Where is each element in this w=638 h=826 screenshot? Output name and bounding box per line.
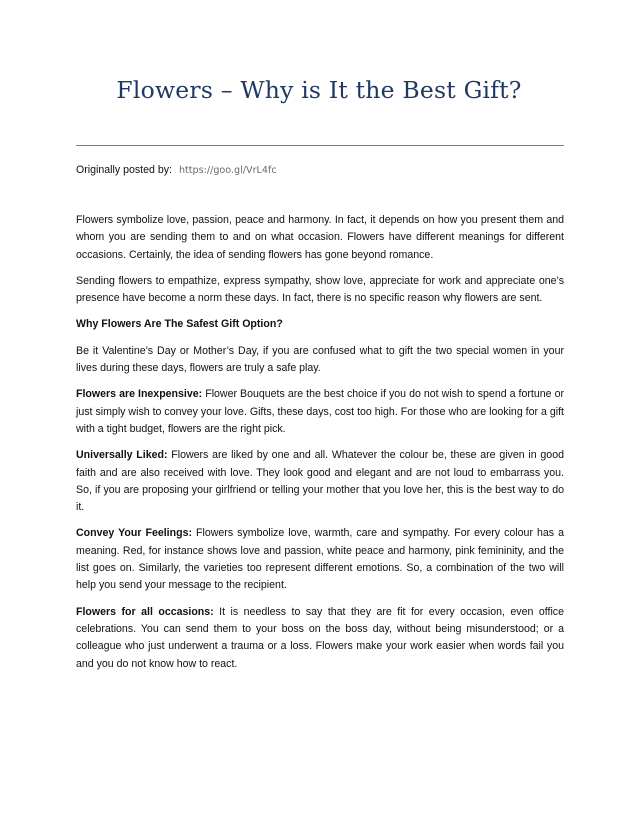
point-lead: Universally Liked:	[76, 449, 168, 462]
point-convey-feelings	[76, 525, 564, 594]
point-universally-liked	[76, 447, 564, 516]
point-lead: Flowers are Inexpensive:	[76, 388, 203, 401]
point-inexpensive	[76, 386, 564, 438]
section-heading: Why Flowers Are The Safest Gift Option?	[76, 318, 283, 331]
article-body	[76, 212, 564, 682]
paragraph-intro-2: Sending flowers to empathize, express sympathy, show love, appreciate for work and appreciate one’s presence have become a norm these days. In fact, there is no specific reason why flowers are sent.	[76, 274, 564, 305]
document-title: Flowers – Why is It the Best Gift?	[116, 76, 522, 104]
point-all-occasions	[76, 604, 564, 673]
posted-by-line	[76, 164, 277, 176]
point-text: It is needless to say that they are fit for every occasion, even office celebrations. You can send them to your boss on the boss day, without being misunderstood; or a colleague who just underwent a trauma or a loss. Flowers make your work easier when words fail you and you do not know how to react.	[76, 605, 564, 670]
point-text: Flower Bouquets are the best choice if you do not wish to spend a fortune or just simply wish to convey your love. Gifts, these days, cost too high. For those who are looking for a gift with a tight budget, flowers are the right pick.	[76, 388, 564, 435]
title-divider	[76, 145, 564, 146]
posted-by-label: Originally posted by:	[76, 164, 172, 176]
point-lead: Flowers for all occasions:	[76, 605, 214, 618]
posted-by-link[interactable]: https://goo.gl/VrL4fc	[178, 165, 277, 176]
point-lead: Convey Your Feelings:	[76, 527, 192, 540]
point-text: Flowers are liked by one and all. Whatever the colour be, these are given in good faith and are also received with love. They look good and elegant and are not loud to embarrass you. So, if you are proposing your girlfriend or telling your mother that you love her, this is the best way to do it.	[76, 449, 564, 514]
paragraph-intro-1: Flowers symbolize love, passion, peace and harmony. In fact, it depends on how you present them and whom you are sending them to and on what occasion. Flowers have different meanings for different occasions. Certainly, the idea of sending flowers has gone beyond romance.	[76, 214, 564, 261]
point-text: Flowers symbolize love, warmth, care and sympathy. For every colour has a meaning. Red, for instance shows love and passion, white peace and harmony, pink femininity, and the list goes on. Similarly, the varieties too represent different emotions. So, a combination of the two will help you send your message to the recipient.	[76, 527, 565, 592]
paragraph-section-intro: Be it Valentine’s Day or Mother’s Day, if you are confused what to gift the two special women in your lives during these days, flowers are truly a safe play.	[76, 344, 564, 375]
